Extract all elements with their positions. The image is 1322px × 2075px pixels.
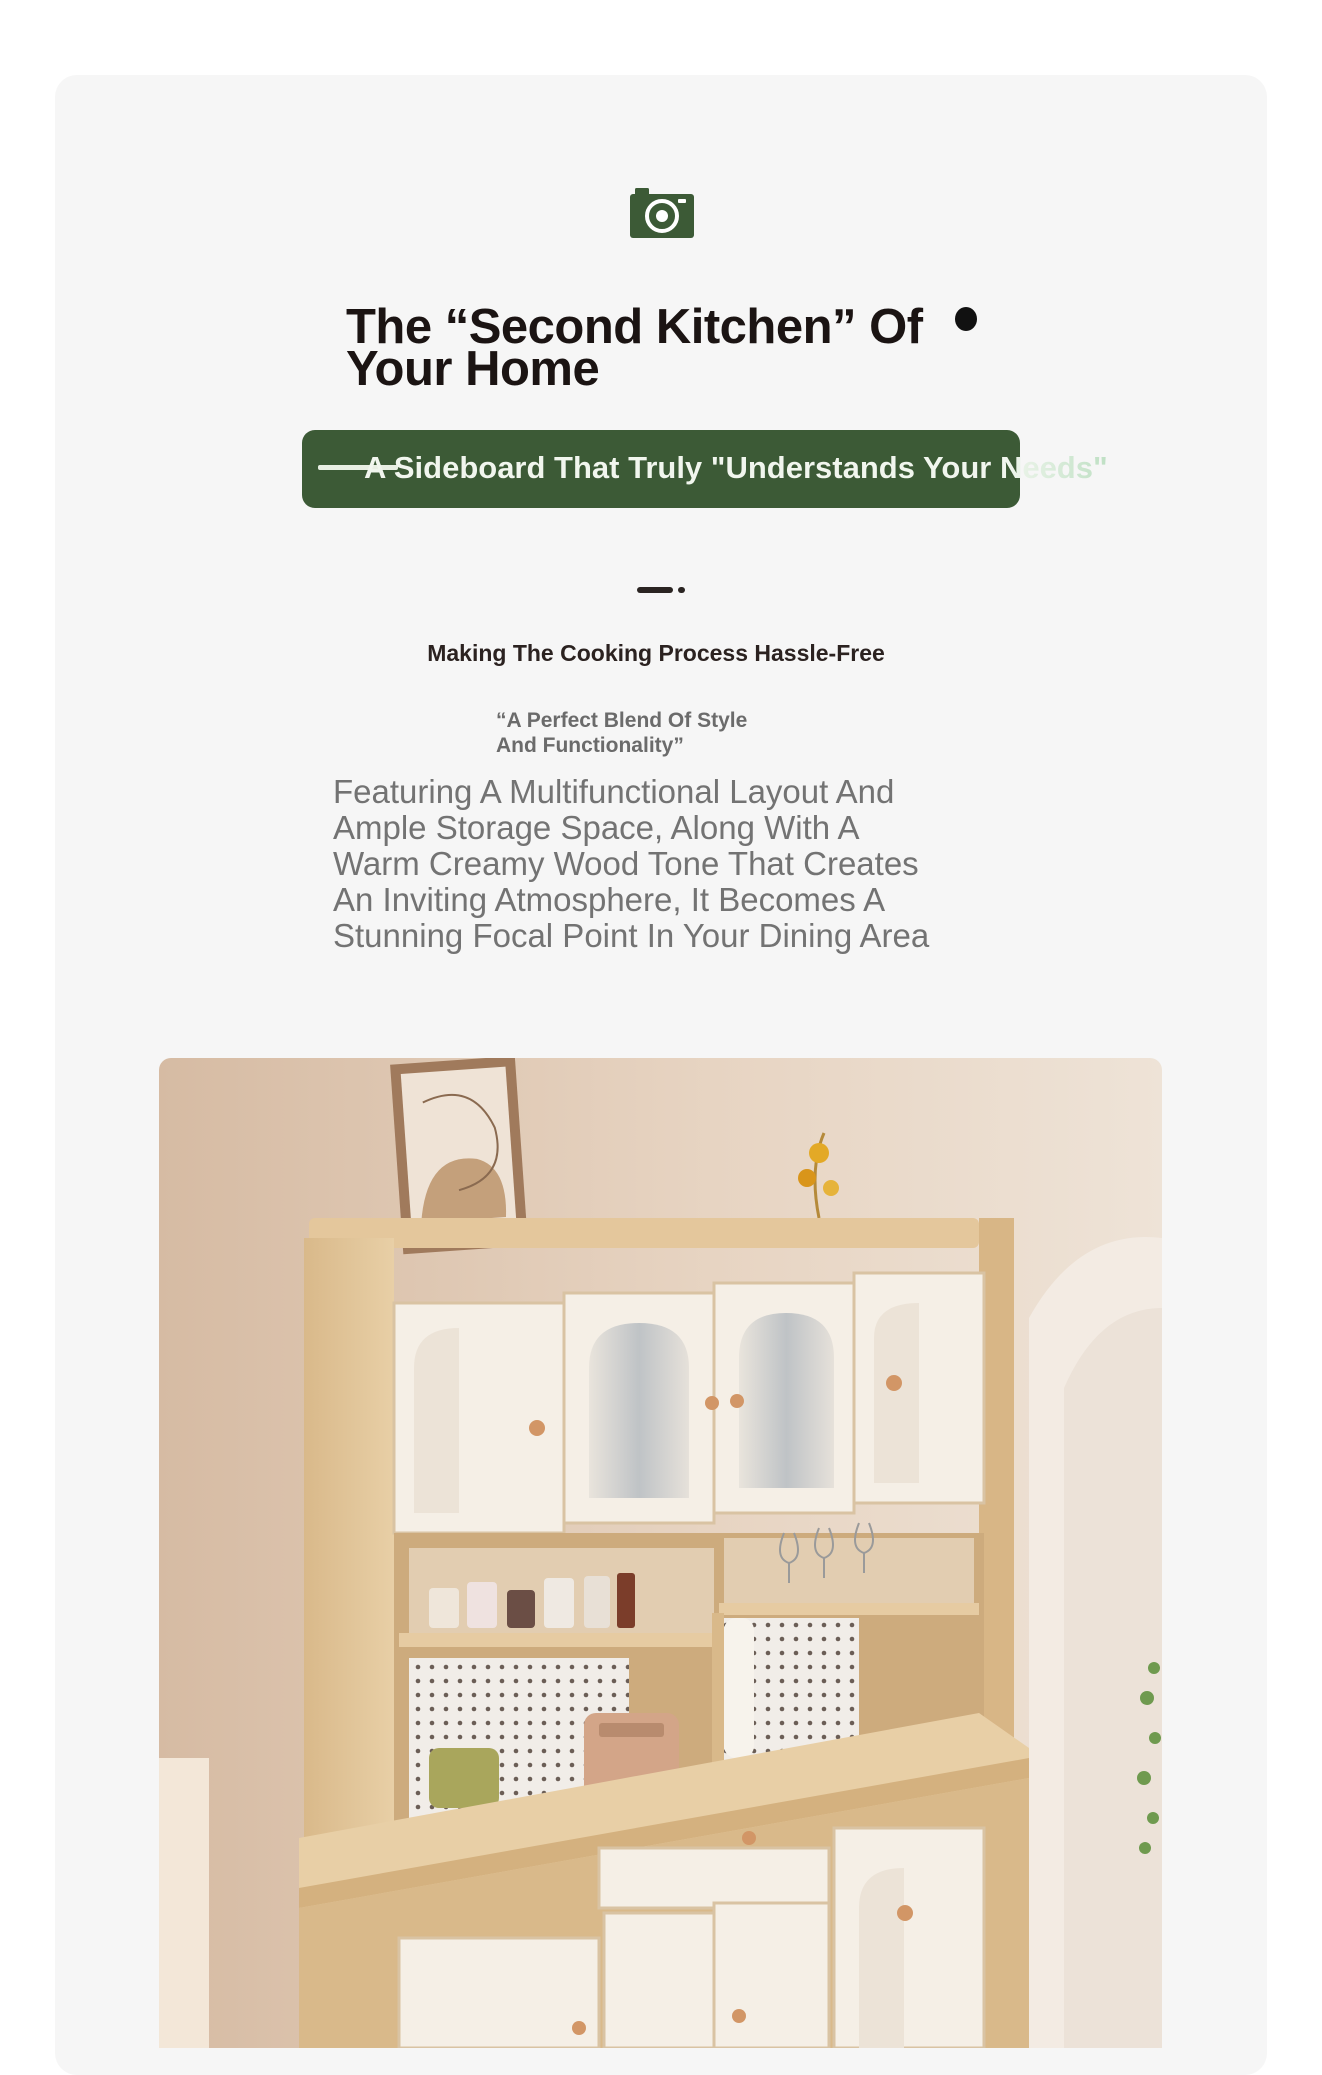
section-divider-dot [678,587,685,593]
page-title-line-2: Your Home [346,342,600,396]
description-line: Ample Storage Space, Along With A [333,809,860,846]
tagline-text: A Sideboard That Truly "Understands Your Needs" [364,450,1108,485]
description-line: Warm Creamy Wood Tone That Creates [333,845,919,882]
decorative-dot [955,307,977,331]
section-divider [637,587,673,593]
quote-text [496,708,816,758]
camera-icon [630,186,694,238]
page-title-line-1: The “Second Kitchen” Of [346,300,923,354]
description-line: An Inviting Atmosphere, It Becomes A [333,881,886,918]
description-line: Stunning Focal Point In Your Dining Area [333,917,930,954]
page-title [346,300,946,396]
section-subheading: Making The Cooking Process Hassle-Free [427,640,885,666]
quote-line-1: “A Perfect Blend Of Style [496,709,748,732]
description-paragraph [333,774,993,954]
sideboard-photo [159,1058,1162,2048]
description-line: Featuring A Multifunctional Layout And [333,773,895,810]
quote-line-2: And Functionality” [496,734,684,757]
